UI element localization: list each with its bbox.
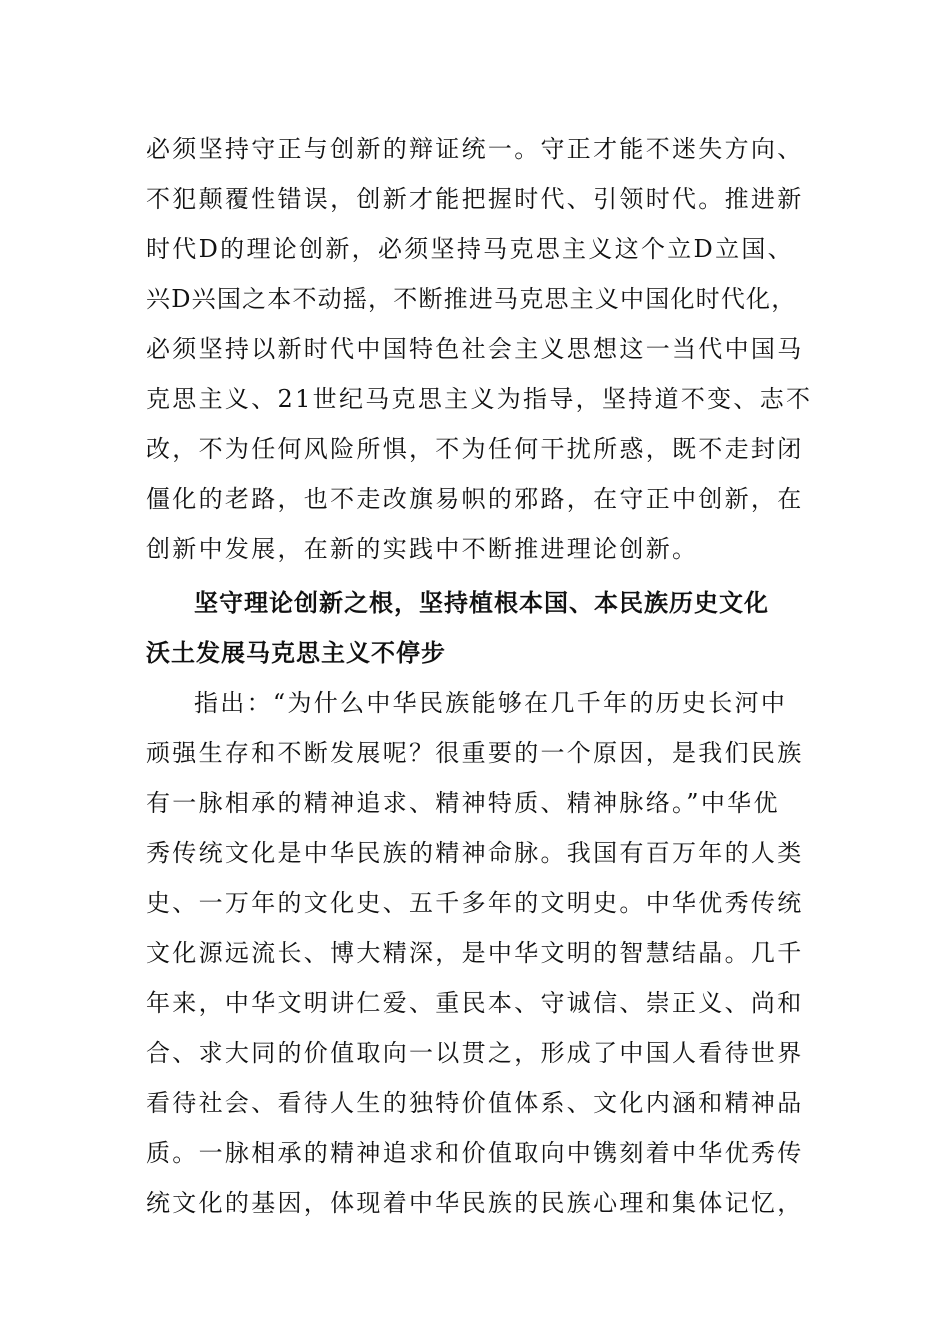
text-line: 史、一万年的文化史、五千多年的文明史。中华优秀传统: [146, 889, 804, 917]
text-line: 指出：“为什么中华民族能够在几千年的历史长河中: [194, 689, 788, 717]
text-line: 必须坚持以新时代中国特色社会主义思想这一当代中国马: [146, 335, 804, 363]
heading-line: 坚守理论创新之根，坚持植根本国、本民族历史文化: [194, 589, 769, 617]
text-line: 质。一脉相承的精神追求和价值取向中镌刻着中华优秀传: [146, 1139, 804, 1167]
body-paragraph-1: [146, 124, 812, 574]
section-heading: [146, 578, 812, 678]
text-line: 合、求大同的价值取向一以贯之，形成了中国人看待世界: [146, 1039, 804, 1067]
text-line: 创新中发展，在新的实践中不断推进理论创新。: [146, 535, 699, 563]
text-line: 克思主义、21世纪马克思主义为指导，坚持道不变、志不: [146, 385, 813, 413]
text-line: 统文化的基因，体现着中华民族的民族心理和集体记忆，: [146, 1189, 804, 1217]
text-line: 兴D兴国之本不动摇，不断推进马克思主义中国化时代化，: [146, 285, 797, 313]
text-line: 看待社会、看待人生的独特价值体系、文化内涵和精神品: [146, 1089, 804, 1117]
text-line: 僵化的老路，也不走改旗易帜的邪路，在守正中创新，在: [146, 485, 804, 513]
text-line: 必须坚持守正与创新的辩证统一。守正才能不迷失方向、: [146, 135, 804, 163]
text-line: 改，不为任何风险所惧，不为任何干扰所惑，既不走封闭: [146, 435, 804, 463]
heading-line: 沃土发展马克思主义不停步: [146, 639, 446, 667]
text-line: 时代D的理论创新，必须坚持马克思主义这个立D立国、: [146, 235, 794, 263]
text-line: 顽强生存和不断发展呢？很重要的一个原因，是我们民族: [146, 739, 804, 767]
text-line: 年来，中华文明讲仁爱、重民本、守诚信、崇正义、尚和: [146, 989, 804, 1017]
text-line: 不犯颠覆性错误，创新才能把握时代、引领时代。推进新: [146, 185, 804, 213]
text-line: 文化源远流长、博大精深，是中华文明的智慧结晶。几千: [146, 939, 804, 967]
body-paragraph-2: [146, 678, 812, 1228]
text-line: 秀传统文化是中华民族的精神命脉。我国有百万年的人类: [146, 839, 804, 867]
text-line: 有一脉相承的精神追求、精神特质、精神脉络。”中华优: [146, 789, 780, 817]
